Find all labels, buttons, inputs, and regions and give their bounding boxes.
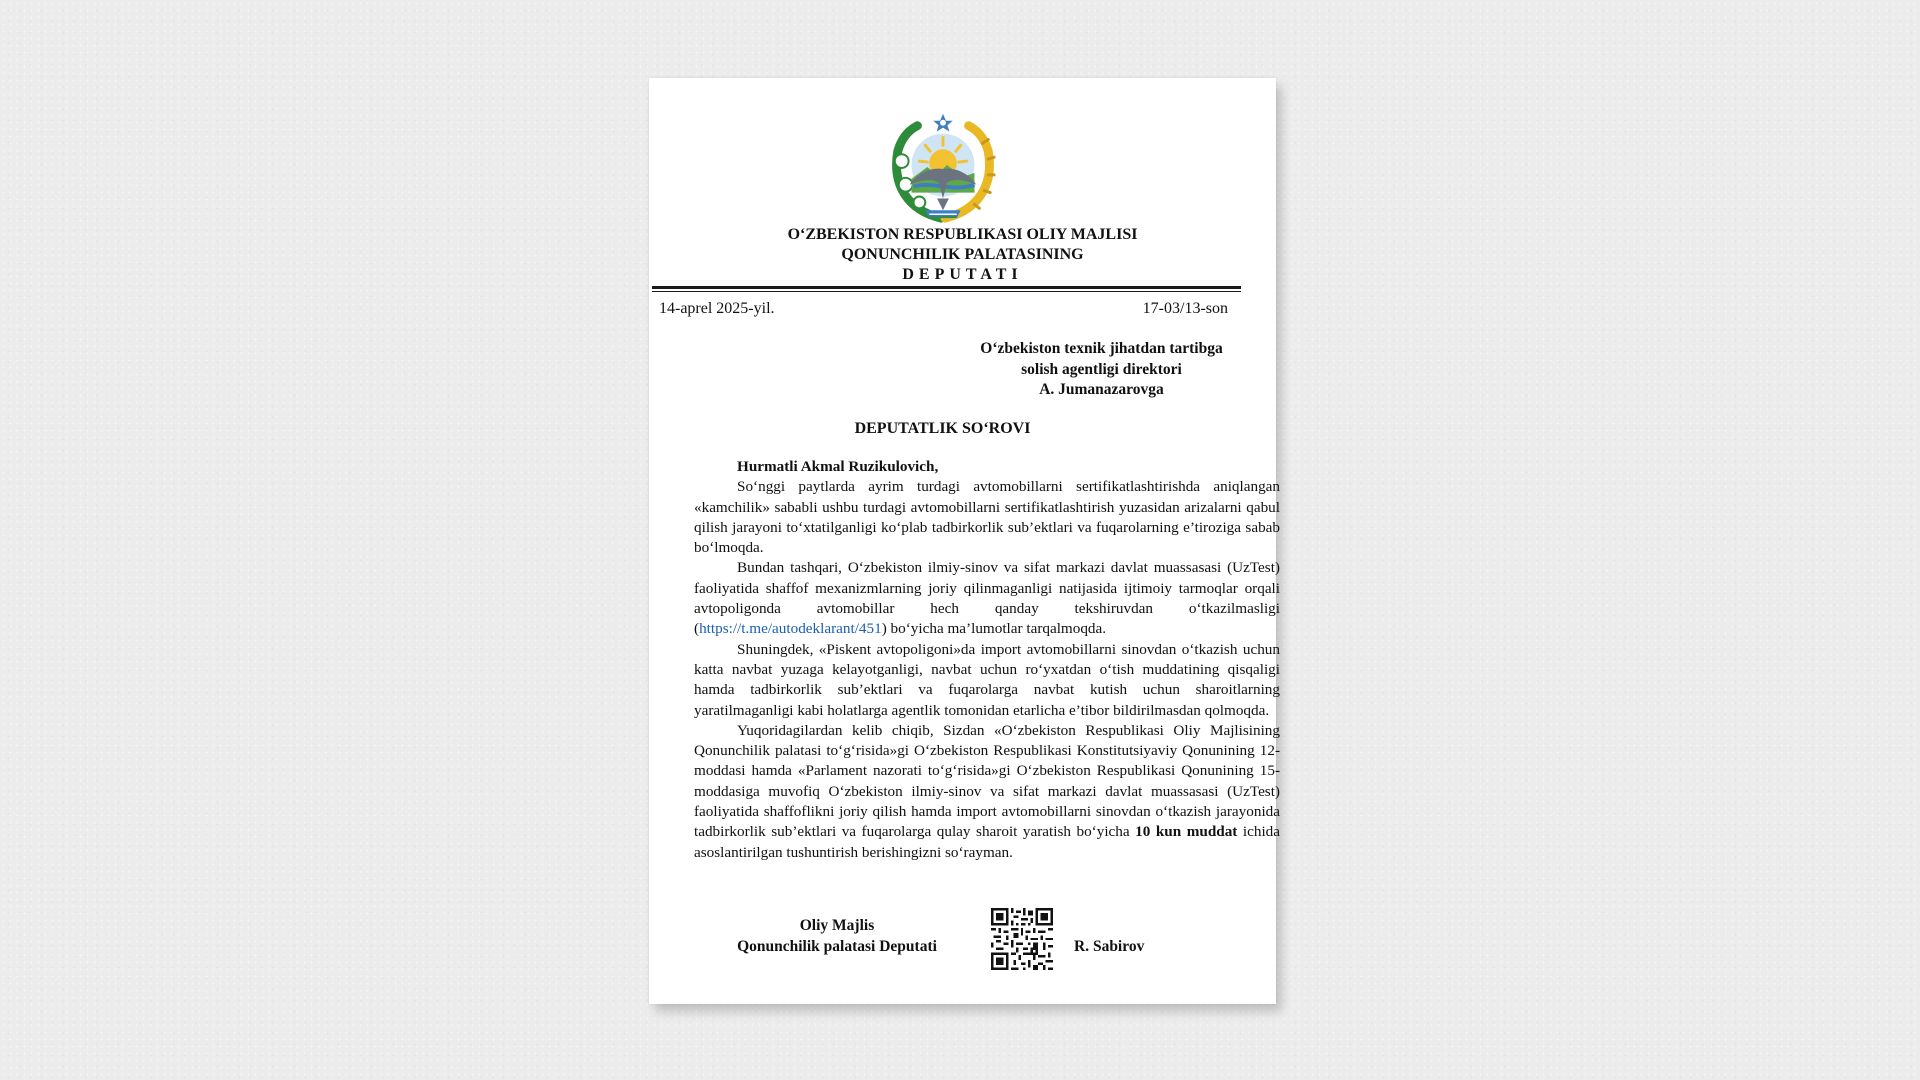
addressee-block (959, 339, 1244, 401)
paragraph-2 (694, 558, 1280, 639)
header-rule-thin (652, 291, 1241, 292)
organization-header (649, 225, 1276, 285)
qr-code-icon (991, 908, 1053, 970)
paragraph-2-text-end: ) bo‘yicha ma’lumotlar tarqalmoqda. (881, 620, 1107, 638)
addressee-line-2: solish agentligi direktori (1021, 360, 1182, 378)
letter-body (694, 457, 1280, 863)
signatory-name: R. Sabirov (1074, 938, 1145, 955)
signatory-position-line-1: Oliy Majlis (799, 917, 875, 934)
paragraph-4-text-start: Yuqoridagilardan kelib chiqib, Sizdan «O‘zbekiston Respublikasi Oliy Majlisining Qonunchilik palatasi to‘g‘risida»gi O‘zbekiston Respublikasi Konstitutsiyaviy Qonunining 12-moddasi hamda «Parlament nazorati to‘g‘risida»gi O‘zbekiston Respublikasi Qonunining 15-moddasiga muvofiq O‘zbekiston ilmiy-sinov va sifat markazi davlat muassasasi (UzTest) faoliyatida shaffoflikni joriy qilish hamda import avtomobillarni sinovdan o‘tkazish jarayonida tadbirkorlik sub’ektlari va fuqarolarga qulay sharoit yaratish bo‘yicha (694, 721, 1280, 841)
paragraph-4-text-end: ichida asoslantirilgan tushuntirish berishingizni so‘rayman. (694, 823, 1281, 861)
document-number: 17-03/13-son (1142, 300, 1228, 317)
org-line-1: O‘ZBEKISTON RESPUBLIKASI OLIY MAJLISI (787, 226, 1138, 243)
paragraph-3: Shuningdek, «Piskent avtopoligoni»da import avtomobillarni sinovdan o‘tkazish uchun katta navbat yuzaga kelayotganligi, navbat uchun ro‘yxatdan o‘tish muddatining qisqaligi hamda tadbirkorlik sub’ektlari va fuqarolarga navbat kutish uchun sharoitlarning yaratilmaganligi kabi holatlarga agentlik tomonidan etarlicha e’tibor bildirilmasdan qolmoqda. (694, 640, 1280, 719)
addressee-line-1: O‘zbekiston texnik jihatdan tartibga (980, 340, 1223, 357)
addressee-line-3: A. Jumanazarovga (1039, 381, 1164, 398)
org-line-3: DEPUTATI (902, 266, 1023, 283)
document-title: DEPUTATLIK SO‘ROVI (854, 420, 1031, 437)
greeting: Hurmatli Akmal Ruzikulovich, (737, 458, 939, 475)
paragraph-2-text-start: Bundan tashqari, O‘zbekiston ilmiy-sinov va sifat markazi davlat muassasasi (UzTest) faoliyatida shaffof mexanizmlarning joriy qilinmaganligi natijasida ijtimoiy tarmoqlar orqali avtopoligonda avtomobillar hech qanday tekshiruvdan o‘tkazilmasligi ( (694, 559, 1280, 638)
header-rule-thick (652, 286, 1241, 289)
document-page (649, 78, 1281, 1004)
paragraph-1: So‘nggi paytlarda ayrim turdagi avtomobillarni sertifikatlashtirishda aniqlangan «kamchilik» sababli ushbu turdagi avtomobillarni sertifikatlashtirish yuzasidan arizalarni qabul qilish jarayoni to‘xtatilganligi ko‘plab tadbirkorlik sub’ektlari va fuqarolarning e’tiroziga sabab bo‘lmoqda. (694, 478, 1280, 557)
signatory-position (737, 916, 937, 957)
telegram-link[interactable]: https://t.me/autodeklarant/451 (699, 620, 882, 638)
document-date: 14-aprel 2025-yil. (659, 300, 775, 317)
deadline-bold: 10 kun muddat (1135, 823, 1238, 841)
paragraph-4 (694, 721, 1280, 863)
signatory-position-line-2: Qonunchilik palatasi Deputati (737, 937, 937, 955)
state-emblem-icon (884, 108, 1002, 226)
org-line-2: QONUNCHILIK PALATASINING (841, 246, 1084, 263)
